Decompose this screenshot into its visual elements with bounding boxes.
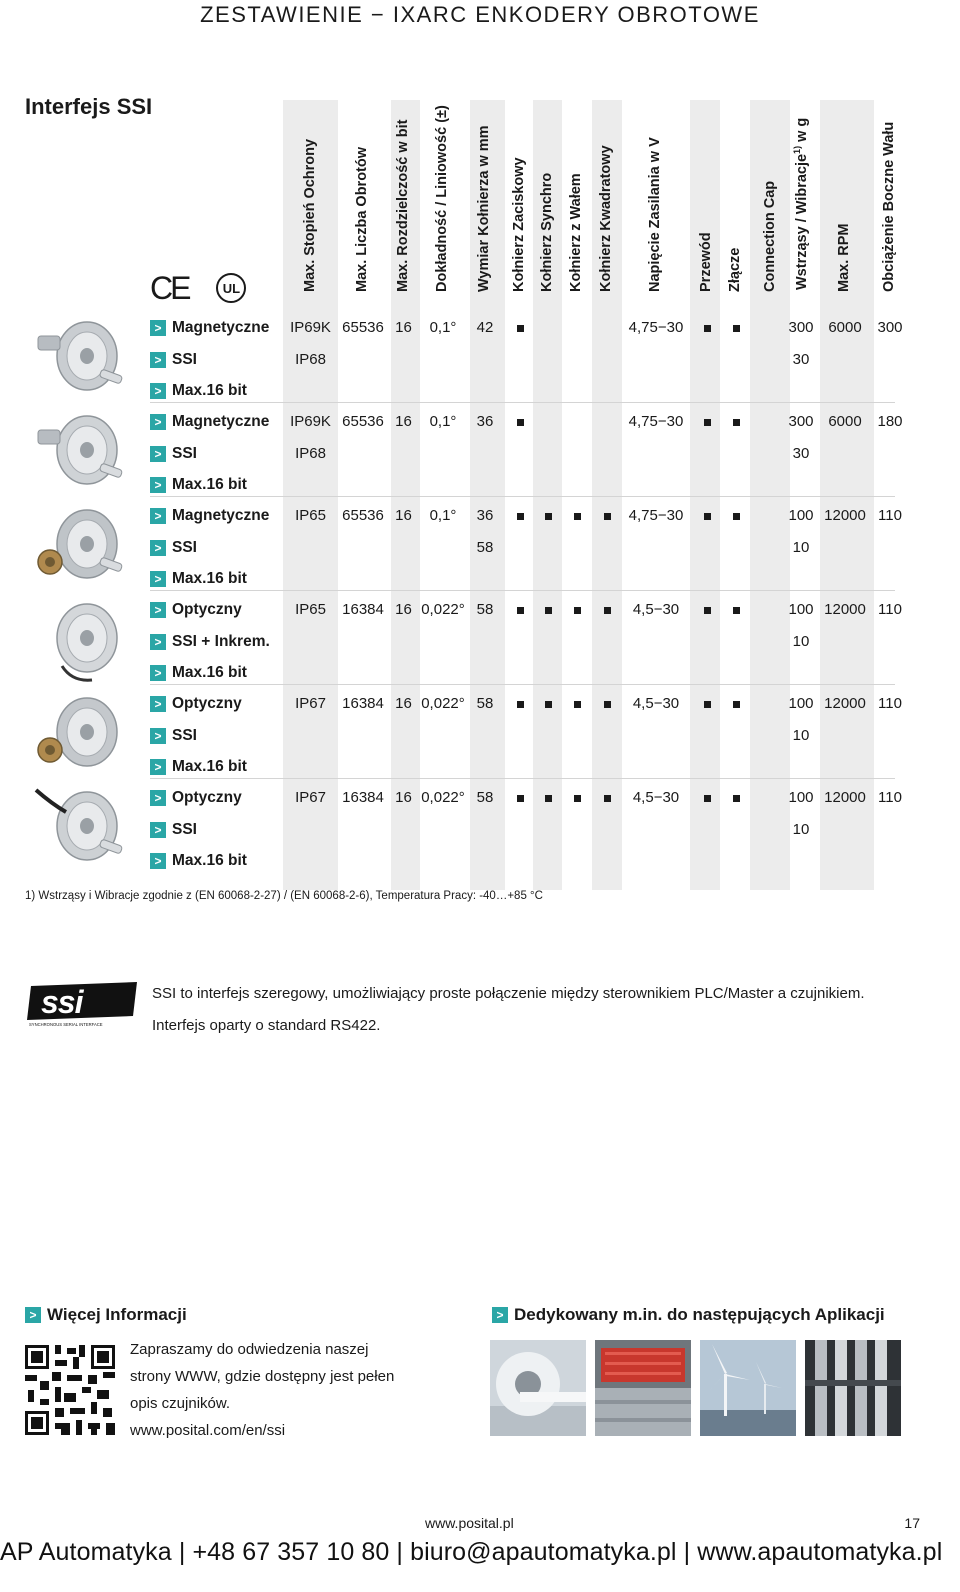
table-check [721, 600, 751, 620]
column-header [692, 100, 722, 308]
column-header-label: Max. Liczba Obrotów [354, 146, 370, 292]
column-header [337, 100, 389, 308]
footnote-reference: 1) [792, 146, 802, 155]
product-label [150, 318, 269, 338]
table-cell: 42 [476, 319, 494, 336]
arrow-icon: > [150, 383, 166, 399]
product-label-text: Max.16 bit [172, 664, 247, 681]
ul-mark-icon: UL [216, 273, 246, 303]
section-title: Interfejs SSI [25, 94, 153, 119]
table-cell: 10 [792, 632, 810, 650]
table-cell: 16 [395, 601, 412, 618]
product-label [150, 506, 269, 526]
table-cell: 36 [476, 507, 494, 524]
more-info-title: Więcej Informacji [47, 1305, 187, 1324]
row-divider [150, 590, 895, 591]
check-square-icon [517, 419, 524, 426]
check-square-icon [733, 513, 740, 520]
product-label-text: Max.16 bit [172, 382, 247, 399]
encoder-product-image [32, 690, 132, 778]
product-label-text: Max.16 bit [172, 570, 247, 587]
check-square-icon [733, 325, 740, 332]
check-square-icon [517, 325, 524, 332]
industrial-machine-image [595, 1340, 691, 1436]
table-check [692, 506, 722, 526]
check-square-icon [574, 701, 581, 708]
check-square-icon [733, 795, 740, 802]
check-square-icon [733, 607, 740, 614]
arrow-icon: > [150, 446, 166, 462]
table-cell: IP69K [290, 319, 331, 336]
arrow-icon: > [150, 790, 166, 806]
table-check [692, 412, 722, 432]
check-square-icon [704, 607, 711, 614]
arrow-icon: > [150, 696, 166, 712]
arrow-icon: > [150, 759, 166, 775]
check-square-icon [604, 607, 611, 614]
column-header-label: Dokładność / Liniowość (±) [434, 105, 450, 292]
table-cell: 0,1° [429, 319, 457, 336]
table-cell: 4,75−30 [628, 507, 684, 524]
product-label [150, 632, 270, 652]
product-label [150, 569, 247, 589]
column-header [780, 100, 822, 308]
more-info-link[interactable]: www.posital.com/en/ssi [130, 1422, 286, 1439]
column-header [562, 100, 592, 308]
product-label-text: Magnetyczne [172, 319, 270, 336]
arrow-icon: > [150, 508, 166, 524]
column-header-label: Max. Rozdzielczość w bit [394, 119, 411, 292]
product-row [0, 782, 960, 877]
product-label-text: Max.16 bit [172, 852, 247, 869]
table-cell: 0,022° [421, 789, 465, 806]
check-square-icon [733, 419, 740, 426]
product-label-text: Optyczny [172, 789, 242, 806]
table-check [692, 694, 722, 714]
column-header-label: Kołnierz Synchro [539, 172, 555, 292]
column-header-label: Wstrząsy / Wibracje$^{1)}$ w g [792, 117, 810, 291]
product-label [150, 663, 247, 683]
column-header-label: Kołnierz Zaciskowy [511, 157, 527, 292]
column-header [505, 100, 535, 308]
check-square-icon [704, 795, 711, 802]
svg-text:SYNCHRONOUS SERIAL INTERFACE: SYNCHRONOUS SERIAL INTERFACE [29, 1022, 103, 1027]
table-check [505, 318, 535, 338]
product-row [0, 500, 960, 595]
table-cell: 16384 [342, 789, 384, 806]
column-header-label: Connection Cap [762, 180, 778, 292]
arrow-icon: > [150, 414, 166, 430]
check-square-icon [704, 419, 711, 426]
table-cell: IP68 [295, 350, 326, 368]
arrow-icon: > [150, 853, 166, 869]
table-check [562, 506, 592, 526]
check-square-icon [545, 513, 552, 520]
table-check [505, 694, 535, 714]
table-check [505, 506, 535, 526]
footer-website[interactable]: www.posital.pl [425, 1515, 514, 1531]
encoder-product-image [32, 784, 132, 872]
check-square-icon [604, 701, 611, 708]
table-cell: 100 [788, 507, 814, 524]
product-label-text: Max.16 bit [172, 476, 247, 493]
description-line: SSI to interfejs szeregowy, umożliwiający proste połączenie między sterownikiem PLC/Master a czujnikiem. [152, 985, 865, 1002]
check-square-icon [574, 607, 581, 614]
table-check [592, 788, 622, 808]
table-check [533, 788, 563, 808]
column-header [818, 100, 872, 308]
column-header [592, 100, 622, 308]
product-label [150, 444, 197, 464]
column-header-label: Kołnierz Kwadratowy [598, 145, 614, 292]
check-square-icon [517, 513, 524, 520]
column-header [391, 100, 416, 308]
check-square-icon [545, 795, 552, 802]
qr-code-icon[interactable] [25, 1345, 115, 1435]
arrow-icon: > [150, 477, 166, 493]
column-header [470, 100, 500, 308]
footnote: 1) Wstrząsy i Wibracje zgodnie z (EN 60068-2-27) / (EN 60068-2-6), Temperatura Pracy: -40…+85 °C [25, 890, 543, 902]
table-cell: 30 [792, 444, 810, 462]
check-square-icon [604, 795, 611, 802]
table-cell: IP65 [295, 601, 326, 618]
product-label [150, 726, 197, 746]
product-row [0, 594, 960, 689]
product-label [150, 412, 269, 432]
table-cell: 4,75−30 [628, 319, 684, 336]
product-label [150, 757, 247, 777]
arrow-icon: > [150, 571, 166, 587]
svg-text:ssi: ssi [41, 984, 83, 1020]
row-divider [150, 496, 895, 497]
column-header [721, 100, 751, 308]
arrow-icon: > [150, 728, 166, 744]
arrow-icon: > [492, 1307, 508, 1323]
table-cell: 100 [788, 789, 814, 806]
wind-turbines-image [700, 1340, 796, 1436]
table-cell: IP67 [295, 695, 326, 712]
table-cell: 65536 [342, 319, 384, 336]
check-square-icon [604, 513, 611, 520]
table-cell: 300 [877, 319, 903, 336]
column-header [418, 100, 468, 308]
check-square-icon [574, 795, 581, 802]
table-cell: 12000 [824, 695, 866, 712]
arrow-icon: > [150, 822, 166, 838]
table-check [692, 600, 722, 620]
product-label [150, 694, 242, 714]
table-cell: 16 [395, 789, 412, 806]
table-cell: 65536 [342, 413, 384, 430]
product-label-text: SSI + Inkrem. [172, 632, 270, 650]
table-check [721, 694, 751, 714]
column-header-label: Napięcie Zasilania w V [647, 137, 663, 292]
check-square-icon [704, 325, 711, 332]
table-cell: 16 [395, 507, 412, 524]
table-check [721, 412, 751, 432]
table-cell: 58 [476, 695, 494, 712]
table-cell: 16 [395, 413, 412, 430]
product-label-text: SSI [172, 350, 197, 368]
table-cell: 0,1° [429, 507, 457, 524]
product-label [150, 788, 242, 808]
check-square-icon [574, 513, 581, 520]
table-cell: 58 [476, 538, 494, 556]
more-info-heading [25, 1305, 187, 1325]
table-check [692, 788, 722, 808]
table-cell: 12000 [824, 789, 866, 806]
more-info-text [130, 1336, 470, 1444]
table-cell: 4,5−30 [632, 695, 680, 712]
table-check [592, 694, 622, 714]
table-check [592, 506, 622, 526]
table-cell: 4,5−30 [632, 789, 680, 806]
column-header-label: Obciążenie Boczne Wału [881, 121, 897, 292]
table-cell: 10 [792, 726, 810, 744]
table-cell: 12000 [824, 507, 866, 524]
table-cell: 110 [878, 789, 902, 806]
table-cell: 10 [792, 538, 810, 556]
product-label-text: Optyczny [172, 601, 242, 618]
column-header [533, 100, 563, 308]
check-square-icon [704, 701, 711, 708]
more-info-line: strony WWW, gdzie dostępny jest pełen [130, 1368, 395, 1385]
column-header-label: Wymiar Kołnierza w mm [476, 125, 492, 292]
more-info-line: Zapraszamy do odwiedzenia naszej [130, 1341, 369, 1358]
table-cell: 58 [476, 601, 494, 618]
table-check [592, 600, 622, 620]
table-cell: IP69K [290, 413, 331, 430]
table-cell: 58 [476, 789, 494, 806]
table-cell: 30 [792, 350, 810, 368]
product-row [0, 688, 960, 783]
table-cell: 10 [792, 820, 810, 838]
check-square-icon [704, 513, 711, 520]
encoder-product-image [32, 314, 132, 402]
table-cell: 110 [878, 695, 902, 712]
table-cell: IP65 [295, 507, 326, 524]
table-cell: 4,75−30 [628, 413, 684, 430]
product-label [150, 851, 247, 871]
table-cell: 65536 [342, 507, 384, 524]
table-check [721, 506, 751, 526]
column-header-label: Kołnierz z Wałem [568, 173, 584, 292]
table-cell: 36 [476, 413, 494, 430]
arrow-icon: > [25, 1307, 41, 1323]
table-cell: 16 [395, 319, 412, 336]
table-cell: 110 [878, 601, 902, 618]
table-cell: 6000 [828, 319, 862, 336]
product-label-text: SSI [172, 444, 197, 462]
product-label [150, 350, 197, 370]
table-cell: 100 [788, 601, 814, 618]
table-cell: IP68 [295, 444, 326, 462]
more-info-line: opis czujników. [130, 1395, 231, 1412]
table-check [562, 694, 592, 714]
table-cell: 300 [788, 413, 814, 430]
column-header-label: Max. RPM [836, 223, 852, 292]
table-cell: 4,5−30 [632, 601, 680, 618]
arrow-icon: > [150, 634, 166, 650]
table-cell: 6000 [828, 413, 862, 430]
check-square-icon [545, 607, 552, 614]
product-label-text: SSI [172, 538, 197, 556]
product-label [150, 600, 242, 620]
product-label-text: Optyczny [172, 695, 242, 712]
table-cell: 16384 [342, 601, 384, 618]
encoder-product-image [32, 408, 132, 496]
medical-scanner-image [490, 1340, 586, 1436]
table-cell: 300 [788, 319, 814, 336]
arrow-icon: > [150, 540, 166, 556]
table-cell: 0,022° [421, 601, 465, 618]
table-cell: 0,1° [429, 413, 457, 430]
column-header [870, 100, 910, 308]
table-check [562, 600, 592, 620]
ce-mark-icon: CE [150, 270, 189, 306]
arrow-icon: > [150, 602, 166, 618]
table-check [533, 600, 563, 620]
table-cell: IP67 [295, 789, 326, 806]
check-square-icon [733, 701, 740, 708]
product-label-text: Magnetyczne [172, 507, 270, 524]
table-check [692, 318, 722, 338]
product-row [0, 312, 960, 407]
column-header-label: Złącze [727, 247, 743, 292]
table-check [721, 788, 751, 808]
certification-marks [150, 272, 246, 304]
column-header [283, 100, 338, 308]
column-header [620, 100, 692, 308]
product-label-text: SSI [172, 820, 197, 838]
page-number: 17 [904, 1515, 920, 1531]
row-divider [150, 778, 895, 779]
product-label [150, 538, 197, 558]
product-label [150, 820, 197, 840]
product-label [150, 381, 247, 401]
product-label [150, 475, 247, 495]
product-label-text: Magnetyczne [172, 413, 270, 430]
check-square-icon [517, 607, 524, 614]
table-check [721, 318, 751, 338]
table-check [505, 412, 535, 432]
column-header-label: Przewód [698, 232, 714, 292]
applications-images [490, 1340, 901, 1436]
table-cell: 12000 [824, 601, 866, 618]
table-cell: 100 [788, 695, 814, 712]
check-square-icon [545, 701, 552, 708]
table-cell: 0,022° [421, 695, 465, 712]
page-title: ZESTAWIENIE − IXARC ENKODERY OBROTOWE [200, 2, 760, 27]
conveyor-rollers-image [805, 1340, 901, 1436]
check-square-icon [517, 701, 524, 708]
product-row [0, 406, 960, 501]
contact-bar: AP Automatyka | +48 67 357 10 80 | biuro@apautomatyka.pl | www.apautomatyka.pl [0, 1538, 943, 1566]
table-check [562, 788, 592, 808]
ssi-logo-icon [25, 982, 137, 1028]
table-check [533, 694, 563, 714]
table-check [505, 788, 535, 808]
description-line: Interfejs oparty o standard RS422. [152, 1017, 381, 1034]
encoder-product-image [32, 502, 132, 590]
arrow-icon: > [150, 320, 166, 336]
row-divider [150, 684, 895, 685]
product-label-text: SSI [172, 726, 197, 744]
column-header-label: Max. Stopień Ochrony [301, 138, 318, 292]
table-cell: 16 [395, 695, 412, 712]
table-cell: 180 [877, 413, 903, 430]
check-square-icon [517, 795, 524, 802]
encoder-product-image [32, 596, 132, 684]
table-check [505, 600, 535, 620]
arrow-icon: > [150, 665, 166, 681]
applications-heading [492, 1305, 885, 1325]
arrow-icon: > [150, 352, 166, 368]
row-divider [150, 402, 895, 403]
table-check [533, 506, 563, 526]
table-cell: 110 [878, 507, 902, 524]
applications-title: Dedykowany m.in. do następujących Aplikacji [514, 1305, 885, 1324]
ssi-description [152, 978, 942, 1042]
table-cell: 16384 [342, 695, 384, 712]
product-label-text: Max.16 bit [172, 758, 247, 775]
